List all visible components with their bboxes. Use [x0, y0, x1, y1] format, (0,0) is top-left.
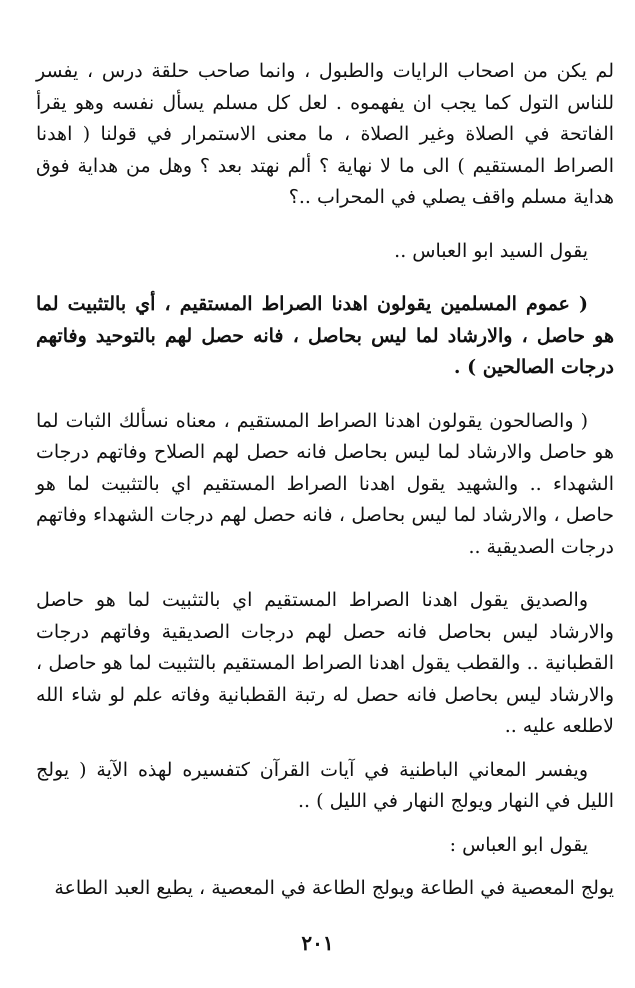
paragraph-siddiq: والصديق يقول اهدنا الصراط المستقيم اي بالتثبيت لما هو حاصل والارشاد ليس بحاصل فانه حصل لهم درجات الصديقية وفاتهم درجات القطبانية .. والقطب يقول اهدنا الصراط المستقيم بالتثبيت لما هو حاصل ، والارشاد ليس بحاصل فانه حصل له رتبة القطبانية وفاته علم لو شاء الله لاطلعه عليه .. [36, 589, 614, 737]
paragraph-spacer [36, 743, 614, 755]
paragraph-intro: لم يكن من اصحاب الرايات والطبول ، وانما صاحب حلقة درس ، يفسر للناس التول كما يجب ان يفهموه . لعل كل مسلم يسأل نفسه وهو يقرأ الفاتحة في الصلاة وغير الصلاة ، ما معنى الاستمرار في قولنا ( اهدنا الصراط المستقيم ) الى ما لا نهاية ؟ ألم نهتد بعد ؟ وهل من هداية فوق هداية مسلم واقف يصلي في المحراب ..؟ [36, 60, 615, 208]
paragraph-abu-abbas-says: يقول السيد ابو العباس .. [394, 239, 588, 262]
paragraph-spacer [36, 267, 614, 289]
paragraph-inner-meanings: ويفسر المعاني الباطنية في آيات القرآن كتفسيره لهذه الآية ( يولج الليل في النهار ويولج النهار في الليل ) .. [36, 758, 614, 812]
paragraph-spacer [36, 818, 614, 830]
paragraph-abu-abbas-says-2: يقول ابو العباس : [449, 833, 588, 856]
paragraph-spacer [36, 563, 614, 585]
paragraph-common-muslims: ( عموم المسلمين يقولون اهدنا الصراط المستقيم ، أي بالتثبيت لما هو حاصل ، والارشاد لما ليس بحاصل ، فانه حصل لهم بالتوحيد وفاتهم درجات الصالحين ) . [36, 293, 614, 378]
paragraph-righteous: ( والصالحون يقولون اهدنا الصراط المستقيم ، معناه نسألك الثبات لما هو حاصل والارشاد لما ليس بحاصل فانه حصل لهم الصلاح وفاتهم درجات الشهداء .. والشهيد يقول اهدنا الصراط المستقيم اي بالتثبيت لما هو حاصل ، والارشاد لما ليس بحاصل ، فانه حصل لهم درجات الشهداء وفاتهم درجات الصديقية .. [36, 409, 614, 558]
paragraph-spacer [36, 384, 614, 406]
page-body [36, 56, 614, 905]
page-number: ٢٠١ [301, 931, 334, 955]
paragraph-final-line: يولج المعصية في الطاعة ويولج الطاعة في المعصية ، يطيع العبد الطاعة [54, 877, 614, 899]
paragraph-spacer [36, 861, 614, 873]
paragraph-spacer [36, 214, 614, 236]
